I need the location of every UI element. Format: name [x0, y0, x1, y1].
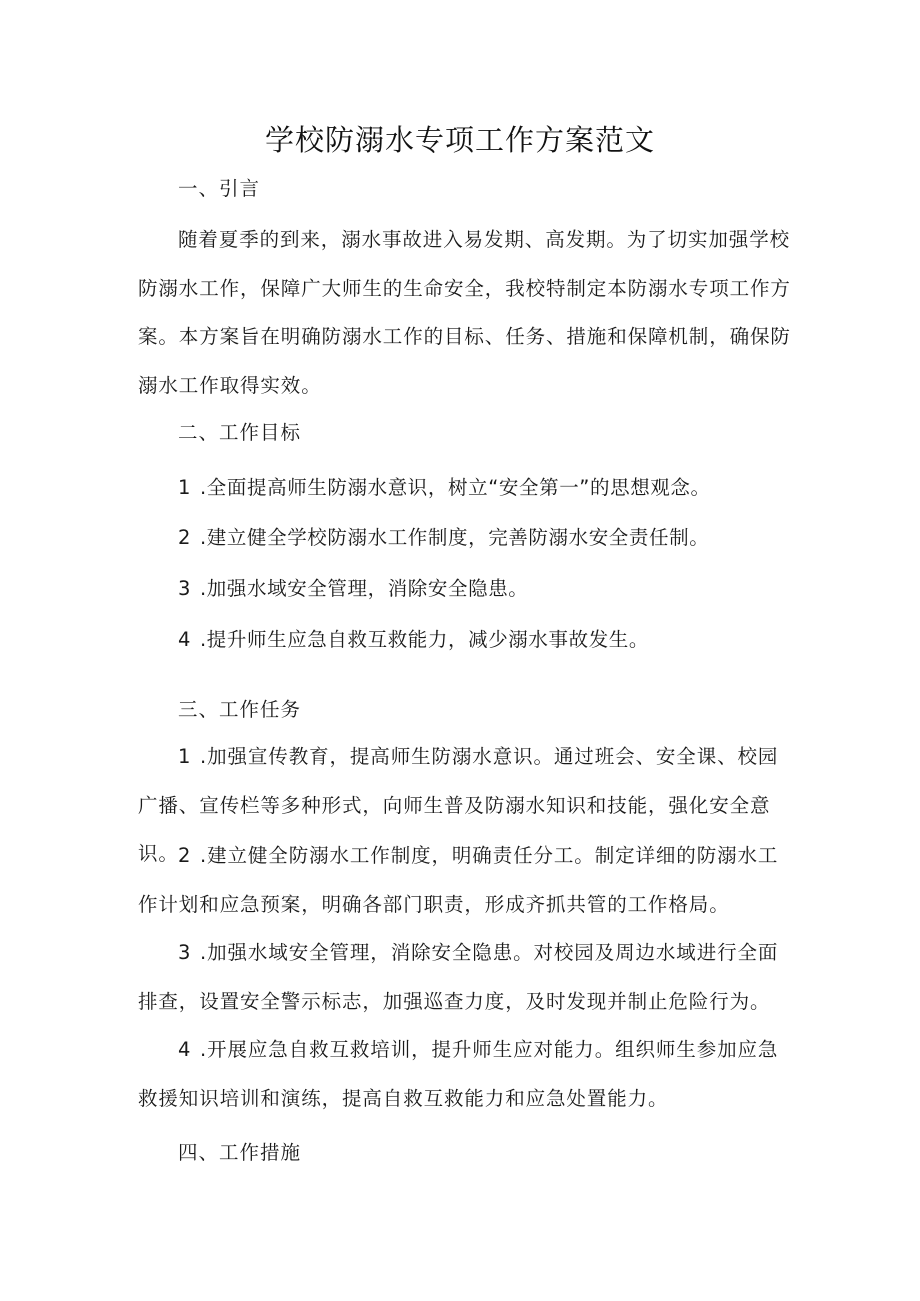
goal-text: .建立健全学校防溺水工作制度，完善防溺水安全责任制。 [200, 526, 710, 549]
task-item [138, 832, 798, 929]
task-item [138, 929, 798, 1026]
section-heading-intro: 一、引言 [178, 177, 261, 200]
goal-item [178, 625, 649, 655]
goal-number: 4 [178, 628, 192, 651]
goal-item [178, 473, 711, 503]
task-text: .开展应急自救互救培训，提升师生应对能力。组织师生参加应急救援知识培训和演练，提高自救互救能力和应急处置能力。 [138, 1038, 779, 1110]
goal-number: 1 [178, 476, 192, 499]
task-number: 2 [178, 844, 192, 867]
document-title: 学校防溺水专项工作方案范文 [264, 123, 655, 157]
task-number: 1 [178, 745, 192, 768]
task-text: .加强水域安全管理，消除安全隐患。对校园及周边水域进行全面排查，设置安全警示标志，加强巡查力度，及时发现并制止危险行为。 [138, 941, 779, 1013]
goal-item [178, 523, 709, 553]
section-heading-tasks: 三、工作任务 [178, 698, 302, 721]
section-heading-measures: 四、工作措施 [178, 1141, 302, 1164]
section-heading-goals: 二、工作目标 [178, 421, 302, 444]
task-text: .建立健全防溺水工作制度，明确责任分工。制定详细的防溺水工作计划和应急预案，明确各部门职责，形成齐抓共管的工作格局。 [138, 844, 779, 916]
goal-item [178, 574, 528, 604]
task-number: 3 [178, 941, 192, 964]
goal-text: .全面提高师生防溺水意识，树立“安全第一”的思想观念。 [200, 476, 711, 499]
goal-text: .加强水域安全管理，消除安全隐患。 [200, 577, 529, 600]
task-text: .加强宣传教育，提高师生防溺水意识。通过班会、安全课、校园广播、宣传栏等多种形式，向师生普及防溺水知识和技能，强化安全意识。 [138, 745, 779, 865]
goal-text: .提升师生应急自救互救能力，减少溺水事故发生。 [200, 628, 649, 651]
goal-number: 3 [178, 577, 192, 600]
task-item [138, 1026, 798, 1123]
task-number: 4 [178, 1038, 192, 1061]
goal-number: 2 [178, 526, 192, 549]
intro-paragraph: 随着夏季的到来，溺水事故进入易发期、高发期。为了切实加强学校防溺水工作，保障广大师生的生命安全，我校特制定本防溺水专项工作方案。本方案旨在明确防溺水工作的目标、任务、措施和保障机制，确保防溺水工作取得实效。 [138, 228, 791, 397]
